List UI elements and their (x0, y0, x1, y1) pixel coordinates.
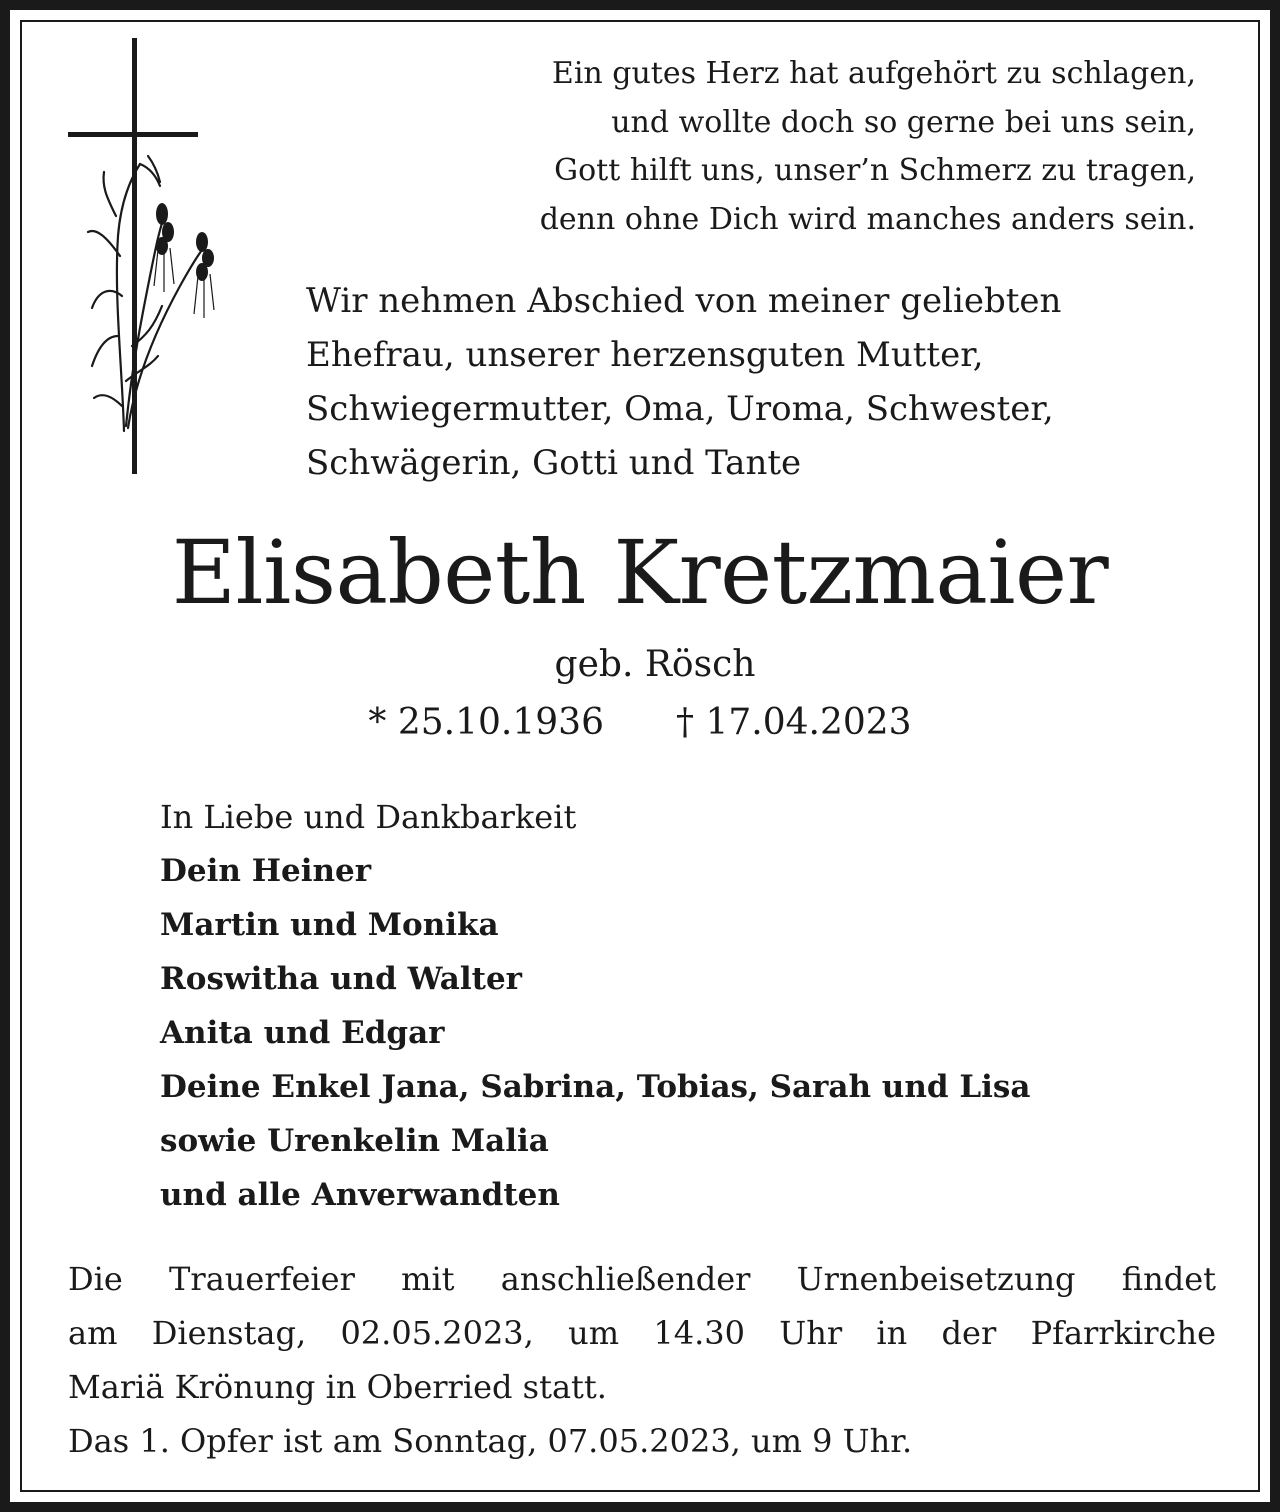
mourner-name: sowie Urenkelin Malia (160, 1123, 549, 1159)
deceased-name: Elisabeth Kretzmaier (171, 521, 1109, 624)
farewell-line: Ehefrau, unserer herzensguten Mutter, (306, 335, 984, 375)
service-line: Die Trauerfeier mit anschließender Urnenbeisetzung findet (68, 1260, 1216, 1298)
farewell-line: Schwägerin, Gotti und Tante (306, 443, 802, 483)
service-line: am Dienstag, 02.05.2023, um 14.30 Uhr in der Pfarrkirche (68, 1314, 1216, 1352)
mourners-intro: In Liebe und Dankbarkeit (160, 798, 577, 836)
farewell-text (306, 274, 1206, 490)
mourner-name: und alle Anverwandten (160, 1177, 560, 1213)
poem (296, 50, 1196, 244)
mourner-name: Deine Enkel Jana, Sabrina, Tobias, Sarah und Lisa (160, 1069, 1031, 1105)
poem-line: Gott hilft uns, unser’n Schmerz zu tragen, (554, 153, 1196, 188)
mourner-name: Roswitha und Walter (160, 961, 522, 997)
mourners (160, 790, 1220, 1222)
farewell-line: Wir nehmen Abschied von meiner geliebten (306, 281, 1062, 321)
maiden-name: geb. Rösch (554, 644, 756, 685)
poem-line: denn ohne Dich wird manches anders sein. (539, 201, 1196, 237)
poem-line: Ein gutes Herz hat aufgehört zu schlagen, (551, 56, 1196, 91)
death-date: † 17.04.2023 (676, 702, 912, 743)
mourner-name: Martin und Monika (160, 907, 499, 943)
mourner-name: Dein Heiner (160, 853, 372, 889)
cross-with-wheat-icon (62, 36, 232, 478)
mourner-name: Anita und Edgar (160, 1015, 445, 1051)
service-info (68, 1252, 1216, 1468)
service-line: Das 1. Opfer ist am Sonntag, 07.05.2023, um 9 Uhr. (68, 1422, 913, 1460)
life-dates (0, 698, 1280, 748)
service-line: Mariä Krönung in Oberried statt. (68, 1368, 607, 1406)
birth-date: * 25.10.1936 (368, 702, 604, 743)
farewell-line: Schwiegermutter, Oma, Uroma, Schwester, (306, 389, 1054, 429)
poem-line: und wollte doch so gerne bei uns sein, (611, 104, 1196, 140)
